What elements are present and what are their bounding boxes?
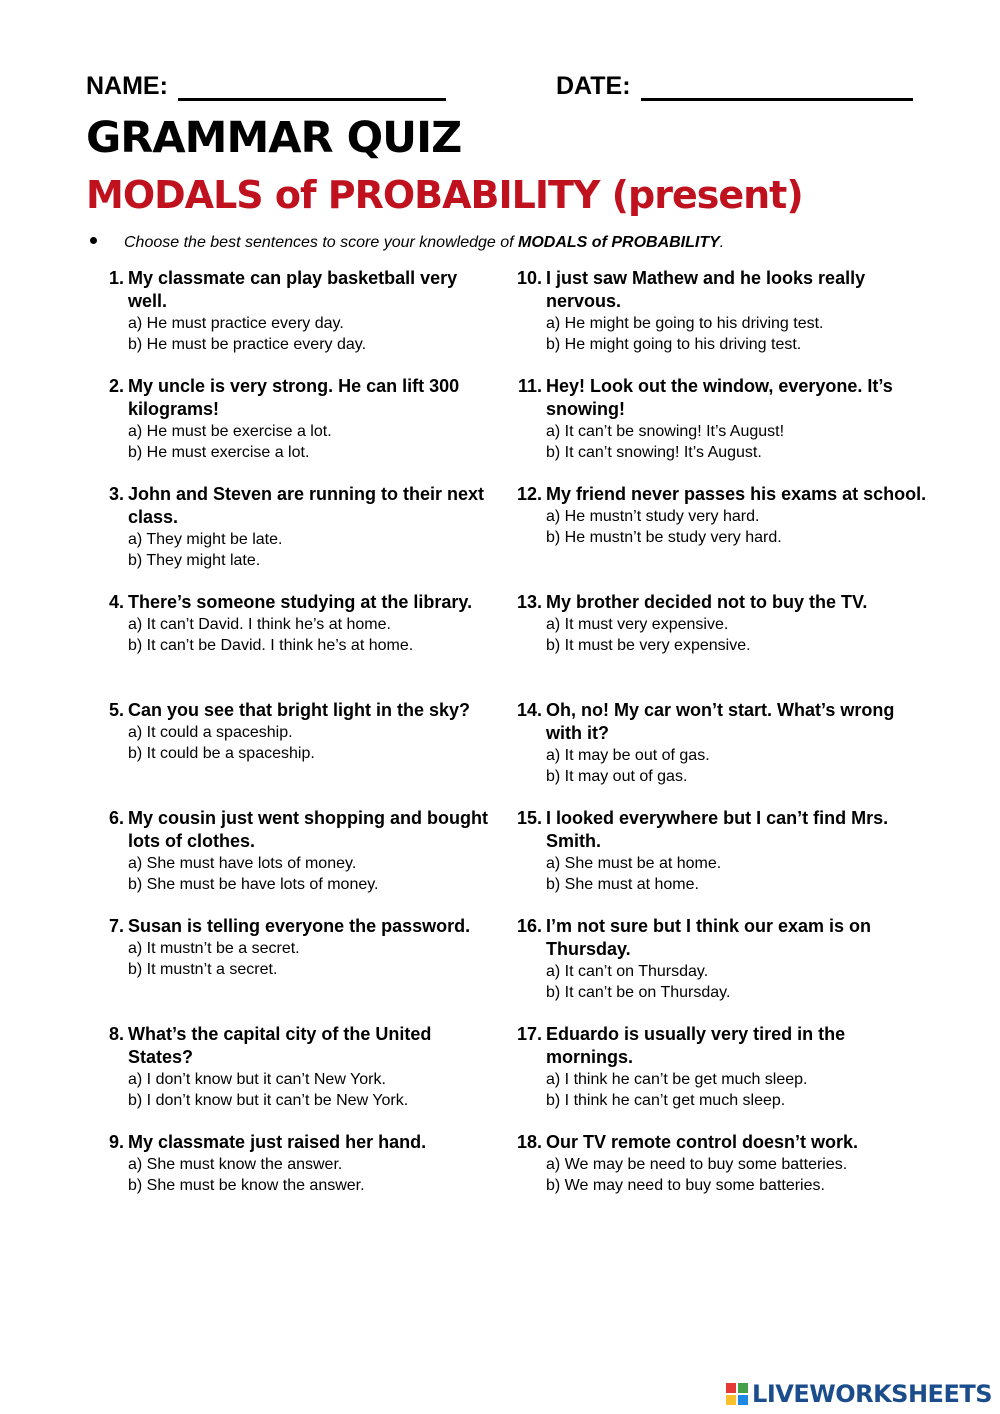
question-item	[508, 699, 928, 807]
answer-option-a[interactable]: a) They might be late.	[128, 531, 283, 548]
question-text: My friend never passes his exams at school.	[546, 484, 927, 504]
page-subtitle: MODALS of PROBABILITY (present)	[86, 173, 803, 217]
question-item	[508, 375, 928, 483]
question-text: What’s the capital city of the United States?	[128, 1024, 432, 1067]
instruction-end: .	[719, 234, 725, 251]
question-body	[546, 699, 928, 787]
question-item	[508, 267, 928, 375]
answer-option-b[interactable]: b) We may need to buy some batteries.	[546, 1177, 825, 1194]
page-title: GRAMMAR QUIZ	[86, 113, 462, 163]
question-body	[546, 267, 928, 355]
question-text: I’m not sure but I think our exam is on Thursday.	[546, 916, 872, 959]
question-text: I just saw Mathew and he looks really nervous.	[546, 268, 866, 311]
question-body	[128, 1023, 490, 1111]
date-input-line[interactable]	[641, 70, 913, 101]
question-number: 9.	[108, 1132, 124, 1152]
question-item	[508, 591, 928, 699]
question-item	[508, 1131, 928, 1239]
question-body	[128, 591, 490, 656]
question-item	[90, 1131, 490, 1239]
question-item	[90, 375, 490, 483]
question-body	[128, 375, 490, 463]
questions-left-column	[90, 267, 490, 1239]
question-number: 8.	[108, 1024, 124, 1044]
answer-option-b[interactable]: b) It must be very expensive.	[546, 637, 751, 654]
question-text: My classmate just raised her hand.	[128, 1132, 427, 1152]
date-label: DATE:	[556, 72, 631, 100]
instruction-bold: MODALS of PROBABILITY	[518, 234, 720, 251]
question-text: Eduardo is usually very tired in the mornings.	[546, 1024, 846, 1067]
question-text: My brother decided not to buy the TV.	[546, 592, 868, 612]
answer-option-b[interactable]: b) It can’t be on Thursday.	[546, 984, 731, 1001]
answer-option-a[interactable]: a) He might be going to his driving test.	[546, 315, 824, 332]
answer-option-a[interactable]: a) He mustn’t study very hard.	[546, 508, 760, 525]
question-body	[546, 915, 928, 1003]
answer-option-a[interactable]: a) He must be exercise a lot.	[128, 423, 332, 440]
answer-option-b[interactable]: b) It can’t be David. I think he’s at home.	[128, 637, 414, 654]
question-number: 7.	[108, 916, 124, 936]
answer-option-a[interactable]: a) It mustn’t be a secret.	[128, 940, 300, 957]
question-body	[546, 375, 928, 463]
answer-option-a[interactable]: a) It can’t be snowing! It’s August!	[546, 423, 785, 440]
bullet-icon	[90, 237, 97, 244]
question-item	[508, 483, 928, 591]
question-number: 12.	[516, 484, 542, 504]
liveworksheets-logo	[726, 1380, 992, 1408]
question-text: I looked everywhere but I can’t find Mrs. Smith.	[546, 808, 889, 851]
answer-option-b[interactable]: b) It can’t snowing! It’s August.	[546, 444, 762, 461]
answer-option-a[interactable]: a) It can’t on Thursday.	[546, 963, 709, 980]
questions-right-column	[508, 267, 928, 1239]
question-body	[128, 807, 490, 895]
answer-option-a[interactable]: a) She must have lots of money.	[128, 855, 357, 872]
question-item	[508, 807, 928, 915]
question-number: 14.	[516, 700, 542, 720]
question-body	[128, 483, 490, 571]
answer-option-a[interactable]: a) It may be out of gas.	[546, 747, 710, 764]
question-body	[128, 915, 490, 980]
question-item	[508, 1023, 928, 1131]
question-body	[546, 1131, 928, 1196]
answer-option-b[interactable]: b) I think he can’t get much sleep.	[546, 1092, 786, 1109]
question-text: My classmate can play basketball very well.	[128, 268, 458, 311]
question-body	[546, 1023, 928, 1111]
answer-option-a[interactable]: a) She must know the answer.	[128, 1156, 343, 1173]
logo-text: LIVEWORKSHEETS	[752, 1380, 992, 1408]
answer-option-b[interactable]: b) She must be know the answer.	[128, 1177, 365, 1194]
answer-option-b[interactable]: b) She must at home.	[546, 876, 699, 893]
question-item	[90, 915, 490, 1023]
question-item	[90, 699, 490, 807]
answer-option-b[interactable]: b) They might late.	[128, 552, 261, 569]
question-number: 13.	[516, 592, 542, 612]
question-item	[90, 591, 490, 699]
question-item	[90, 807, 490, 915]
question-number: 2.	[108, 376, 124, 396]
question-body	[128, 267, 490, 355]
question-item	[90, 483, 490, 591]
question-item	[90, 1023, 490, 1131]
question-text: There’s someone studying at the library.	[128, 592, 473, 612]
question-text: My cousin just went shopping and bought lots of clothes.	[128, 808, 488, 851]
answer-option-b[interactable]: b) He must exercise a lot.	[128, 444, 310, 461]
answer-option-b[interactable]: b) It may out of gas.	[546, 768, 688, 785]
question-number: 6.	[108, 808, 124, 828]
answer-option-b[interactable]: b) He might going to his driving test.	[546, 336, 802, 353]
question-text: Susan is telling everyone the password.	[128, 916, 471, 936]
name-input-line[interactable]	[178, 70, 446, 101]
question-number: 1.	[108, 268, 124, 288]
name-label: NAME:	[86, 72, 168, 100]
question-text: Our TV remote control doesn’t work.	[546, 1132, 859, 1152]
question-number: 18.	[516, 1132, 542, 1152]
answer-option-a[interactable]: a) It must very expensive.	[546, 616, 729, 633]
question-item	[508, 915, 928, 1023]
answer-option-a[interactable]: a) I think he can’t be get much sleep.	[546, 1071, 808, 1088]
question-text: John and Steven are running to their next class.	[128, 484, 485, 527]
instruction-text: Choose the best sentences to score your knowledge of	[124, 234, 519, 251]
date-field	[556, 70, 913, 101]
answer-option-a[interactable]: a) It could a spaceship.	[128, 724, 293, 741]
question-text: Oh, no! My car won’t start. What’s wrong with it?	[546, 700, 895, 743]
question-text: Can you see that bright light in the sky?	[128, 700, 471, 720]
answer-option-a[interactable]: a) He must practice every day.	[128, 315, 344, 332]
question-number: 11.	[517, 376, 542, 396]
liveworksheets-logo-icon	[726, 1383, 748, 1405]
question-text: My uncle is very strong. He can lift 300 kilograms!	[128, 376, 460, 419]
question-number: 5.	[108, 700, 124, 720]
header-row	[86, 70, 926, 104]
question-number: 10.	[516, 268, 542, 288]
answer-option-b[interactable]: b) She must be have lots of money.	[128, 876, 379, 893]
question-number: 16.	[516, 916, 542, 936]
answer-option-b[interactable]: b) He must be practice every day.	[128, 336, 367, 353]
question-body	[128, 699, 490, 764]
question-number: 4.	[108, 592, 124, 612]
answer-option-a[interactable]: a) It can’t David. I think he’s at home.	[128, 616, 391, 633]
answer-option-a[interactable]: a) We may be need to buy some batteries.	[546, 1156, 848, 1173]
instruction	[90, 233, 724, 253]
answer-option-a[interactable]: a) I don’t know but it can’t New York.	[128, 1071, 386, 1088]
answer-option-b[interactable]: b) It could be a spaceship.	[128, 745, 315, 762]
question-number: 17.	[516, 1024, 542, 1044]
answer-option-b[interactable]: b) I don’t know but it can’t be New York.	[128, 1092, 409, 1109]
question-number: 3.	[108, 484, 124, 504]
question-number: 15.	[516, 808, 542, 828]
answer-option-a[interactable]: a) She must be at home.	[546, 855, 722, 872]
name-field	[86, 70, 446, 101]
question-item	[90, 267, 490, 375]
answer-option-b[interactable]: b) It mustn’t a secret.	[128, 961, 278, 978]
question-body	[546, 591, 928, 656]
question-body	[546, 483, 928, 548]
question-text: Hey! Look out the window, everyone. It’s snowing!	[546, 376, 893, 419]
question-body	[546, 807, 928, 895]
question-body	[128, 1131, 490, 1196]
answer-option-b[interactable]: b) He mustn’t be study very hard.	[546, 529, 782, 546]
